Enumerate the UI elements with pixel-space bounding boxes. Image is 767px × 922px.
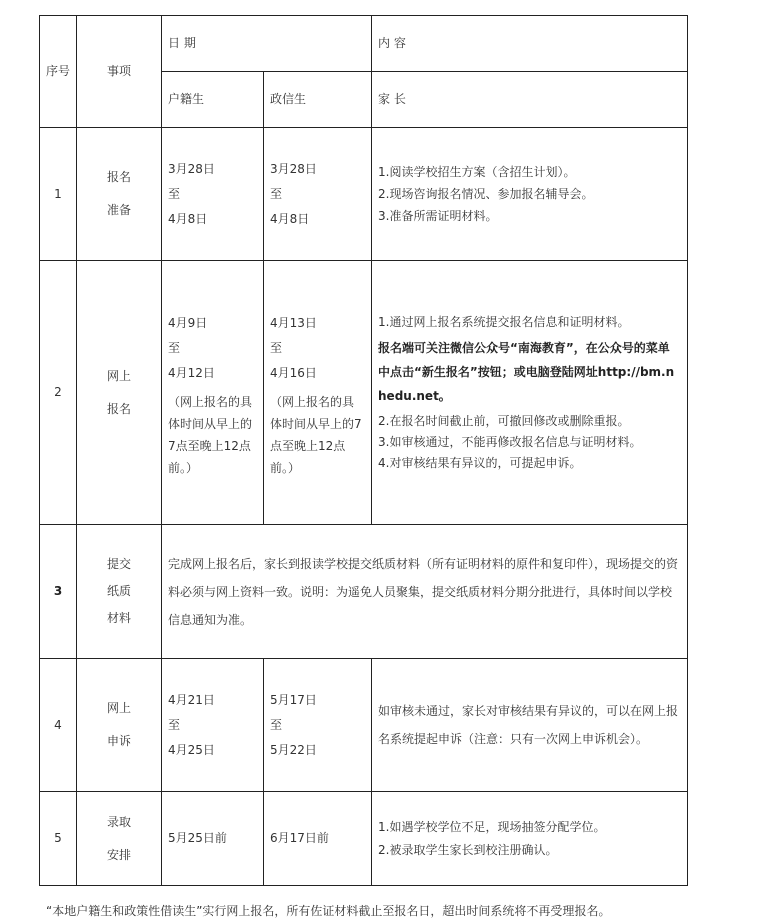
table-row (40, 261, 688, 525)
row-content: 1.阅读学校招生方案（含招生计划）。 2.现场咨询报名情况、参加报名辅导会。 3.准备所需证明材料。 (372, 128, 688, 261)
row-hukou-date: 5月25日前 (162, 792, 264, 886)
row-content: 如审核未通过，家长对审核结果有异议的，可以在网上报名系统提起申诉（注意：只有一次网上申诉机会）。 (372, 659, 688, 792)
header-item: 事项 (77, 16, 162, 128)
row-seq: 5 (40, 792, 77, 886)
header-hukou: 户籍生 (162, 72, 264, 128)
row-content: 1.如遇学校学位不足，现场抽签分配学位。 2.被录取学生家长到校注册确认。 (372, 792, 688, 886)
table-row (40, 525, 688, 659)
row-seq: 4 (40, 659, 77, 792)
row-hukou-date: 3月28日 至 4月8日 (162, 128, 264, 261)
header-zhengce: 政信生 (264, 72, 372, 128)
row-zhengce-date: 4月13日 至 4月16日 （网上报名的具体时间从早上的7点至晚上12点前。） (264, 261, 372, 525)
row-zhengce-date: 6月17日前 (264, 792, 372, 886)
header-row (40, 16, 688, 72)
row-content: 1.通过网上报名系统提交报名信息和证明材料。 报名端可关注微信公众号“南海教育”，在公众号的菜单中点击“新生报名”按钮；或电脑登陆网址http://bm.nhedu.net。 2.在报名时间截止前，可撤回修改或删除重报。 3.如审核通过，不能再修改报名信息与证明材料。 4.对审核结果有异议的，可提起申诉。 (372, 261, 688, 525)
row-hukou-date: 4月9日 至 4月12日 （网上报名的具体时间从早上的7点至晚上12点前。） (162, 261, 264, 525)
row-item: 提交 纸质 材料 (77, 525, 162, 659)
row-seq: 3 (40, 525, 77, 659)
table-row (40, 659, 688, 792)
row-zhengce-date: 3月28日 至 4月8日 (264, 128, 372, 261)
zhengce-time-note: （网上报名的具体时间从早上的7点至晚上12点前。） (270, 395, 362, 475)
table-row (40, 128, 688, 261)
row-item: 报名 准备 (77, 128, 162, 261)
row-hukou-date: 4月21日 至 4月25日 (162, 659, 264, 792)
header-parent: 家 长 (372, 72, 688, 128)
header-content: 内 容 (372, 16, 688, 72)
footer-note: “本地户籍生和政策性借读生”实行网上报名，所有佐证材料截止至报名日，超出时间系统将不再受理报名。 (46, 904, 611, 918)
header-seq: 序号 (40, 16, 77, 128)
header-date: 日 期 (162, 16, 372, 72)
schedule-table (39, 15, 688, 886)
wechat-instructions: 报名端可关注微信公众号“南海教育”，在公众号的菜单中点击“新生报名”按钮；或电脑登陆网址http://bm.nhedu.net。 (378, 340, 675, 403)
row-seq: 1 (40, 128, 77, 261)
row-seq: 2 (40, 261, 77, 525)
row-zhengce-date: 5月17日 至 5月22日 (264, 659, 372, 792)
row-item: 录取 安排 (77, 792, 162, 886)
row-item: 网上 申诉 (77, 659, 162, 792)
row-content: 完成网上报名后，家长到报读学校提交纸质材料（所有证明材料的原件和复印件），现场提交的资料必须与网上资料一致。说明：为遥免人员聚集，提交纸质材料分期分批进行，具体时间以学校信息通知为准。 (162, 525, 688, 659)
table-row (40, 792, 688, 886)
row-item: 网上 报名 (77, 261, 162, 525)
hukou-time-note: （网上报名的具体时间从早上的7点至晚上12点前。） (168, 395, 253, 475)
